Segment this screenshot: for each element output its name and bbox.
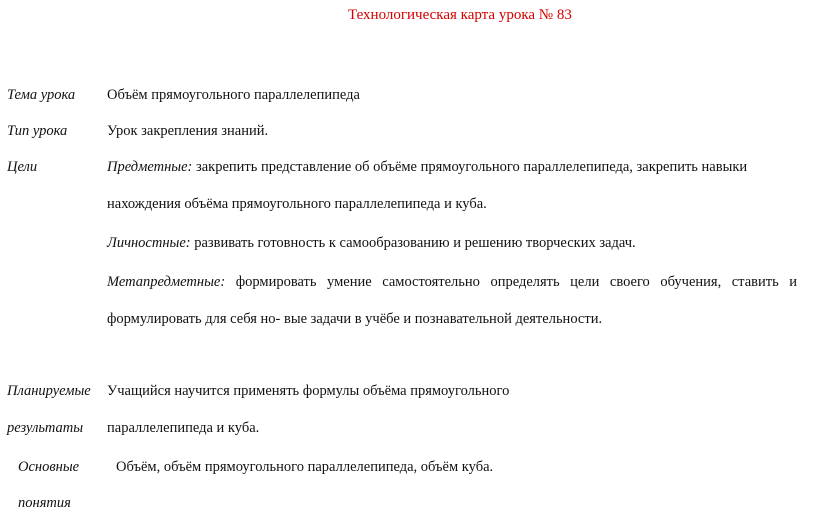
goals-meta-label: Метапредметные: — [107, 274, 226, 290]
type-label: Тип урока — [7, 123, 68, 139]
results-label-2: результаты — [7, 420, 84, 436]
topic-label: Тема урока — [7, 87, 76, 103]
concepts-label-2: понятия — [18, 495, 71, 511]
results-value-2: параллелепипеда и куба. — [107, 420, 260, 436]
goals-personal-text: развивать готовность к самообразованию и решению творческих задач. — [194, 235, 636, 251]
goals-subject-label: Предметные: — [107, 159, 193, 175]
goals-meta-text-1: формировать умение самостоятельно определять цели своего обучения, ставить и — [235, 274, 797, 290]
goals-personal-label: Личностные: — [107, 235, 191, 251]
goals-subject-text-1: закрепить представление об объёме прямоугольного параллелепипеда, закрепить навыки — [196, 159, 748, 175]
results-label-1: Планируемые — [7, 383, 91, 399]
goals-meta-line2: формулировать для себя но- вые задачи в учёбе и познавательной деятельности. — [107, 311, 603, 327]
results-value-1: Учащийся научится применять формулы объёма прямоугольного — [107, 383, 510, 399]
concepts-label-1: Основные — [18, 459, 80, 475]
goals-personal-line — [107, 234, 636, 252]
page-title: Технологическая карта урока № 83 — [348, 7, 572, 23]
goals-meta-line1 — [107, 273, 797, 291]
type-value: Урок закрепления знаний. — [107, 123, 269, 139]
concepts-value: Объём, объём прямоугольного параллелепипеда, объём куба. — [116, 459, 494, 475]
goals-subject-line1 — [107, 158, 747, 176]
topic-value: Объём прямоугольного параллелепипеда — [107, 87, 360, 103]
goals-label: Цели — [7, 159, 38, 175]
goals-subject-line2: нахождения объёма прямоугольного параллелепипеда и куба. — [107, 196, 487, 212]
